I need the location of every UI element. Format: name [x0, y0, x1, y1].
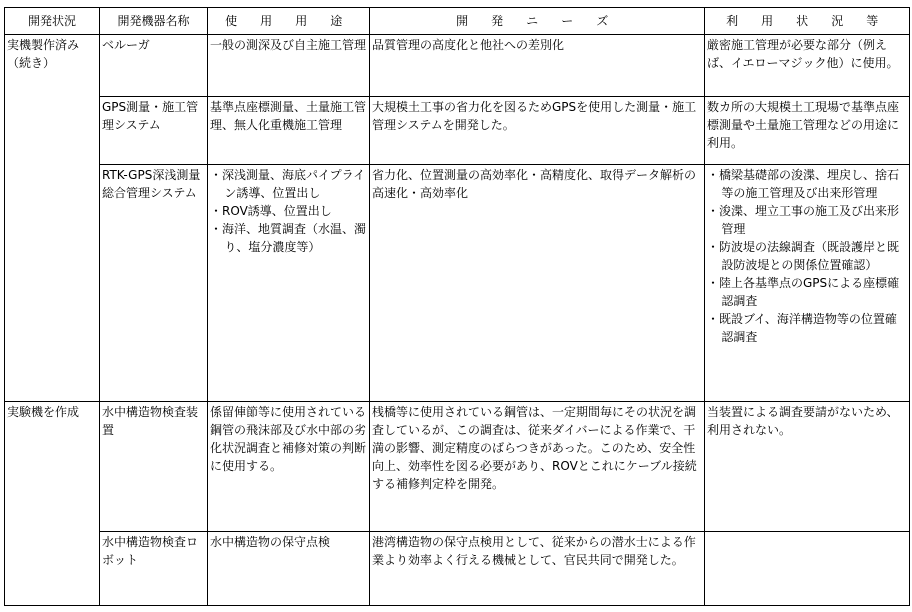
use-cell: 係留俥節等に使用されている鋼管の飛沫部及び水中部の劣化状況調査と補修対策の判断に使用する。 — [208, 402, 370, 532]
list-item: ・海洋、地質調査（水温、濁り、塩分濃度等） — [210, 222, 367, 254]
device-name-cell: 水中構造物検査ロボット — [100, 532, 208, 606]
needs-cell: 大規模土工事の省力化を図るためGPSを使用した測量・施工管理システムを開発した。 — [370, 97, 705, 165]
development-status-table — [4, 7, 910, 606]
list-item: ・橋梁基礎部の浚渫、埋戻し、捨石等の施工管理及び出来形管理 — [707, 168, 900, 200]
usage-cell: 数カ所の大規模土工現場で基準点座標測量や土量施工管理などの用途に利用。 — [705, 97, 910, 165]
header-usage: 利 用 状 況 等 — [705, 8, 910, 35]
header-status: 開発状況 — [5, 8, 100, 35]
usage-cell — [705, 165, 910, 402]
list-item: ・陸上各基準点のGPSによる座標確認調査 — [707, 276, 900, 308]
header-needs: 開 発 ニ ー ズ — [370, 8, 705, 35]
usage-list — [707, 166, 907, 346]
use-cell — [208, 165, 370, 402]
status-cell: 実機製作済み（続き） — [5, 35, 100, 402]
needs-cell: 品質管理の高度化と他社への差別化 — [370, 35, 705, 97]
use-cell: 一般の測深及び自主施工管理 — [208, 35, 370, 97]
header-use: 使 用 用 途 — [208, 8, 370, 35]
table-row — [5, 97, 910, 165]
use-cell: 水中構造物の保守点検 — [208, 532, 370, 606]
use-list — [210, 166, 367, 256]
device-name-cell: GPS測量・施工管理システム — [100, 97, 208, 165]
status-cell: 実験機を作成 — [5, 402, 100, 606]
needs-cell: 港湾構造物の保守点検用として、従来からの潜水士による作業より効率よく行える機械として、官民共同で開発した。 — [370, 532, 705, 606]
list-item: ・防波堤の法線調査（既設護岸と既設防波堤との関係位置確認） — [707, 240, 900, 272]
device-name-cell: ベルーガ — [100, 35, 208, 97]
header-row — [5, 8, 910, 35]
device-name-cell: RTK-GPS深浅測量総合管理システム — [100, 165, 208, 402]
table-row — [5, 165, 910, 402]
needs-cell: 省力化、位置測量の高効率化・高精度化、取得データ解析の高速化・高効率化 — [370, 165, 705, 402]
needs-cell: 桟橋等に使用されている鋼管は、一定期間毎にその状況を調査しているが、この調査は、従来ダイバーによる作業で、干満の影響、測定精度のばらつきがあった。このため、安全性向上、効率性を図る必要があり、ROVとこれにケーブル接続する補修判定枠を開発。 — [370, 402, 705, 532]
usage-cell: 当装置による調査要請がないため、利用されない。 — [705, 402, 910, 532]
header-device-name: 開発機器名称 — [100, 8, 208, 35]
use-cell: 基準点座標測量、土量施工管理、無人化重機施工管理 — [208, 97, 370, 165]
usage-cell — [705, 532, 910, 606]
list-item: ・ROV誘導、位置出し — [210, 204, 332, 218]
table-row — [5, 532, 910, 606]
table-row — [5, 402, 910, 532]
list-item: ・浚渫、埋立工事の施工及び出来形管理 — [707, 204, 900, 236]
list-item: ・既設ブイ、海洋構造物等の位置確認調査 — [707, 312, 897, 344]
table-row — [5, 35, 910, 97]
list-item: ・深浅測量、海底パイプライン誘導、位置出し — [210, 168, 366, 200]
usage-cell: 厳密施工管理が必要な部分（例えば、イエローマジック他）に使用。 — [705, 35, 910, 97]
device-name-cell: 水中構造物検査装置 — [100, 402, 208, 532]
